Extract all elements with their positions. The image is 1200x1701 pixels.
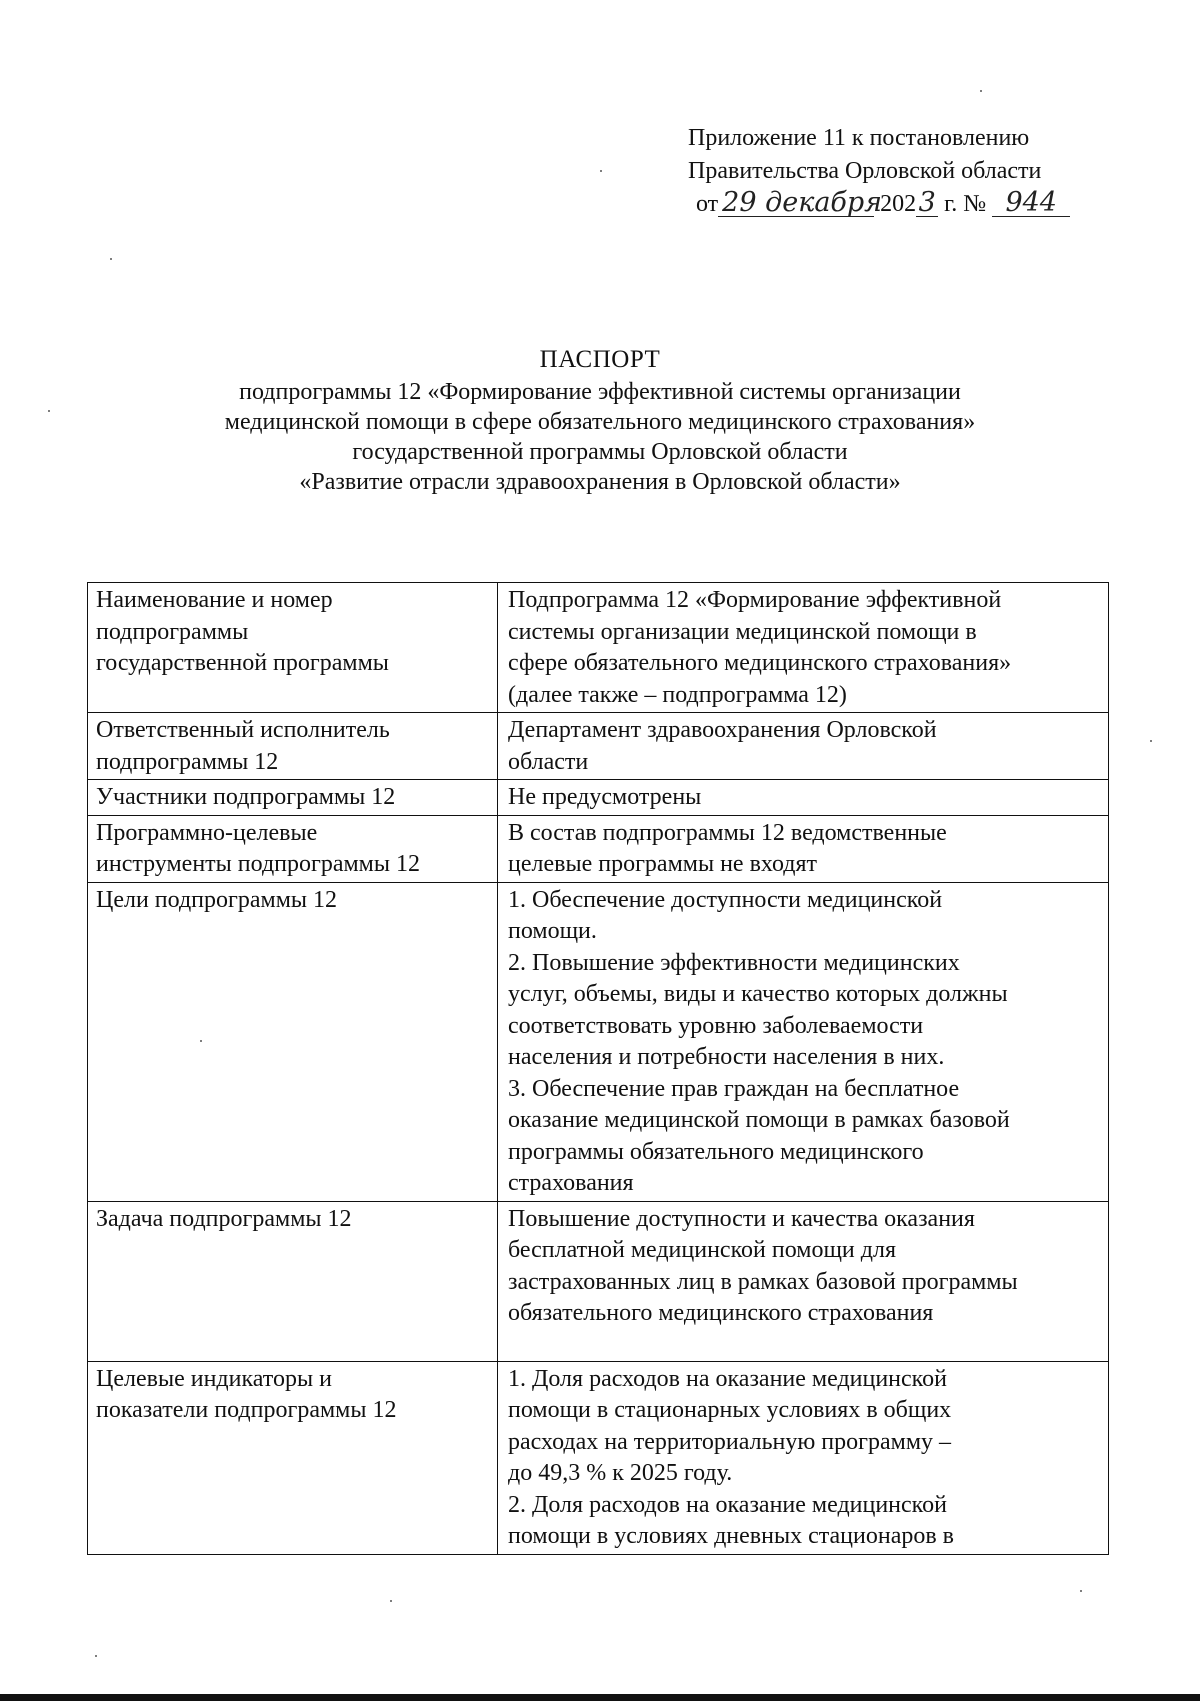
table-row	[88, 1361, 1109, 1554]
row-value: 1. Обеспечение доступности медицинской помощи. 2. Повышение эффективности медицинских услуг, объемы, виды и качество которых должны соответствовать уровню заболеваемости населения и потребности населения в них. 3. Обеспечение прав граждан на бесплатное оказание медицинской помощи в рамках базовой программы обязательного медицинского страхования	[508, 886, 1010, 1196]
date-prefix: от	[696, 191, 719, 217]
table-row	[88, 1201, 1109, 1361]
row-value-cell	[498, 583, 1109, 713]
row-label: Цели подпрограммы 12	[96, 886, 338, 913]
row-label-cell	[88, 583, 498, 713]
table-row	[88, 780, 1109, 816]
scan-speck	[48, 410, 50, 412]
annex-line-2: Правительства Орловской области	[688, 158, 1042, 184]
handwritten-date: 29 декабря	[718, 190, 874, 217]
row-value-cell	[498, 1361, 1109, 1554]
table-row	[88, 815, 1109, 882]
scan-speck	[95, 1655, 97, 1657]
row-label-cell	[88, 713, 498, 780]
row-value-cell	[498, 882, 1109, 1201]
annex-date-line	[696, 188, 1128, 221]
row-value: В состав подпрограммы 12 ведомственные целевые программы не входят	[508, 819, 947, 877]
handwritten-number: 944	[992, 190, 1070, 217]
table-row	[88, 882, 1109, 1201]
row-value: Подпрограмма 12 «Формирование эффективной системы организации медицинской помощи в сфере обязательного медицинского страхования» (далее также – подпрограмма 12)	[508, 587, 1012, 708]
row-value: Повышение доступности и качества оказания бесплатной медицинской помощи для застрахованных лиц в рамках базовой программы обязательного медицинского страхования	[508, 1205, 1018, 1326]
year-prefix: 202	[880, 191, 917, 217]
row-label: Задача подпрограммы 12	[96, 1205, 352, 1232]
table-row	[88, 713, 1109, 780]
scan-speck	[1150, 740, 1152, 742]
row-label-cell	[88, 780, 498, 816]
document-title-block	[100, 345, 1100, 497]
row-value: 1. Доля расходов на оказание медицинской помощи в стационарных условиях в общих расходах на территориальную программу – до 49,3 % к 2025 году. 2. Доля расходов на оказание медицинской помощи в условиях дневных стационаров в	[508, 1365, 955, 1549]
row-value-cell	[498, 780, 1109, 816]
scan-speck	[1080, 1590, 1082, 1592]
row-value: Не предусмотрены	[508, 784, 702, 810]
row-label: Целевые индикаторы и показатели подпрограммы 12	[96, 1365, 397, 1423]
row-label-cell	[88, 1201, 498, 1361]
row-label: Участники подпрограммы 12	[96, 784, 396, 810]
passport-table	[87, 582, 1109, 1555]
scan-speck	[600, 170, 602, 172]
row-label: Ответственный исполнитель подпрограммы 12	[96, 717, 390, 775]
scan-speck	[200, 1040, 202, 1042]
row-label: Наименование и номер подпрограммы государственной программы	[96, 587, 389, 676]
scan-edge-bar	[0, 1694, 1200, 1701]
row-value-cell	[498, 1201, 1109, 1361]
row-value-cell	[498, 815, 1109, 882]
table-row	[88, 583, 1109, 713]
title-line-3: государственной программы Орловской области	[352, 439, 848, 465]
annex-line-1: Приложение 11 к постановлению	[688, 125, 1030, 151]
scan-speck	[110, 258, 112, 260]
document-title: ПАСПОРТ	[539, 346, 661, 373]
row-label: Программно-целевые инструменты подпрограммы 12	[96, 819, 420, 877]
scan-speck	[390, 1600, 392, 1602]
title-line-2: медицинской помощи в сфере обязательного медицинского страхования»	[224, 409, 976, 435]
title-line-1: подпрограммы 12 «Формирование эффективной системы организации	[239, 379, 961, 405]
row-label-cell	[88, 815, 498, 882]
handwritten-year: 3	[916, 190, 938, 217]
row-label-cell	[88, 882, 498, 1201]
title-line-4: «Развитие отрасли здравоохранения в Орловской области»	[299, 469, 901, 495]
year-suffix: г. №	[944, 191, 987, 217]
scan-speck	[980, 90, 982, 92]
row-label-cell	[88, 1361, 498, 1554]
annex-header	[688, 122, 1128, 221]
row-value-cell	[498, 713, 1109, 780]
row-value: Департамент здравоохранения Орловской области	[508, 717, 937, 775]
